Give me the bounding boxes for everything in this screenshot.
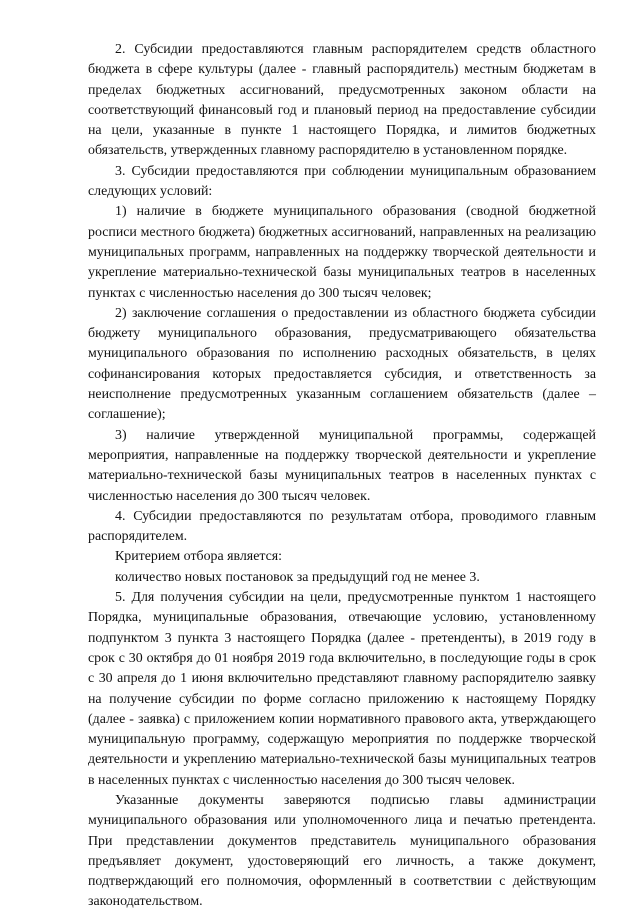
paragraph-certification: Указанные документы заверяются подписью главы администрации муниципального образования или уполномоченного лица и печатью претендента. При представлении документов представитель муниципального образования предъявляет документ, удостоверяющий его личность, а также документ, подтверждающий его полномочия, оформленный в соответствии с действующим законодательством. <box>88 792 596 910</box>
paragraph-condition-3: 3) наличие утвержденной муниципальной программы, содержащей мероприятия, направленные на поддержку творческой деятельности и укрепление материально-технической базы муниципальных театров в населенных пунктах с численностью населения до 300 тысяч человек. <box>88 427 596 504</box>
paragraph-criterion-heading: Критерием отбора является: <box>115 549 283 565</box>
paragraph-criterion-value: количество новых постановок за предыдущий год не менее 3. <box>115 569 480 585</box>
paragraph-application: 5. Для получения субсидии на цели, предусмотренные пунктом 1 настоящего Порядка, муниципальные образования, отвечающие условию, установленному подпунктом 3 пункта 3 настоящего Порядка (далее - претенденты), в 2019 году в срок с 30 октября до 01 ноября 2019 года включительно, в последующие годы в срок с 30 апреля до 1 июня включительно представляют главному распорядителю заявку на получение субсидии по форме согласно приложению к настоящему Порядку (далее - заявка) с приложением копии нормативного правового акта, утверждающего муниципальную программу, содержащую мероприятия по поддержке творческой деятельности и укреплению материально-технической базы муниципальных театров в населенных пунктах с численностью населения до 300 тысяч человек. <box>88 590 596 788</box>
paragraph-subsidy-provision: 2. Субсидии предоставляются главным распорядителем средств областного бюджета в сфере культуры (далее - главный распорядитель) местным бюджетам в пределах бюджетных ассигнований, предусмотренных законом области на соответствующий финансовый год и плановый период на предоставление субсидии на цели, указанные в пункте 1 настоящего Порядка, и лимитов бюджетных обязательств, утвержденных главному распорядителю в установленном порядке. <box>88 42 596 159</box>
paragraph-selection: 4. Субсидии предоставляются по результатам отбора, проводимого главным распорядителем. <box>88 508 596 545</box>
document-page <box>88 40 596 913</box>
paragraph-condition-1: 1) наличие в бюджете муниципального образования (сводной бюджетной росписи местного бюджета) бюджетных ассигнований, направленных на реализацию муниципальных программ, направленных на поддержку творческой деятельности и укрепление материально-технической базы муниципальных театров в населенных пунктах с численностью населения до 300 тысяч человек; <box>88 204 596 301</box>
paragraph-conditions-intro: 3. Субсидии предоставляются при соблюдении муниципальным образованием следующих условий: <box>88 163 596 200</box>
paragraph-condition-2: 2) заключение соглашения о предоставлении из областного бюджета субсидии бюджету муниципального образования, предусматривающего обязательства муниципального образования по исполнению расходных обязательств, в целях софинансирования которых предоставляется субсидия, и ответственность за неисполнение предусмотренных указанным соглашением обязательств (далее – соглашение); <box>88 305 596 423</box>
